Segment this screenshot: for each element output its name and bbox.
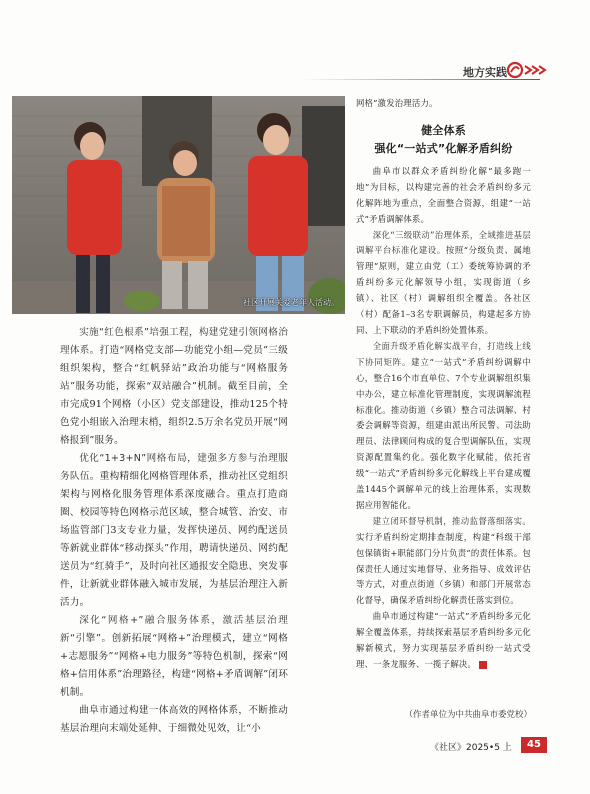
paragraph-text: 打造“网格党支部—功能党小组—党员”三级组织架构，整合“红帆驿站”政治功能与“网格服务站”服务功能，探索“双站融合”机制。截至目前，全市完成91个网格（小区）党支部建设，推动125个特色党小组嵌入治理末梢，组织2.5万余名党员开展“网格报到”服务。 [60, 345, 288, 446]
paragraph [60, 450, 288, 612]
paragraph [60, 324, 288, 450]
paragraph [60, 612, 288, 702]
page-number: 45 [521, 737, 547, 753]
paragraph-text: 重构精细化网格管理体系，推动社区党组织架构与网格化服务管理体系深度融合。重点打造商圈、校园等特色网格示范区域，整合城管、治安、市场监管部门3支专业力量，发挥快递员、网约配送员等新就业群体“移动探头”作用，聘请快递员、网约配送员为“红骑手”，及时向社区通报安全隐患、突发事件，让新就业群体融入城市发展，为基层治理注入新活力。 [60, 471, 288, 608]
section-heading-line1: 健全体系 [421, 123, 466, 137]
continuation-text: 网格”激发治理活力。 [356, 98, 438, 108]
brand-logo-icon [505, 60, 551, 80]
paragraph [60, 702, 288, 738]
paragraph-text: 实行矛盾纠纷定期排查制度，构建“科级干部包保镇街+职能部门分片负责”的责任体系。包保责任人通过实地督导、业务指导、成效评估等方式，对重点街道（乡镇）和部门开展常态化督导，确保矛盾纠纷化解责任落实到位。 [356, 531, 531, 606]
photo-illustration [12, 96, 345, 314]
paragraph-text: 按照“分级负责、属地管理”原则，建立由党（工）委统筹协调的矛盾纠纷多元化解领导小组，实现街道（乡镇）、社区（村）调解组织全覆盖。各社区（村）配备1–3名专职调解员，构建起多方协同、上下联动的矛盾纠纷处置体系。 [356, 245, 532, 335]
paragraph [356, 514, 531, 609]
section-heading-line2: 强化“一站式”化解矛盾纠纷 [374, 141, 513, 155]
paragraph-text: 创新拓展“网格+”治理模式，建立“网格+志愿服务”“网格+电力服务”等特色机制，探索“网格+信用体系”治理路径，构建“网格+矛盾调解”闭环机制。 [60, 633, 288, 698]
paragraph [356, 228, 531, 339]
paragraph-lead: 建立闭环督导机制，推动监督落细落实。 [372, 515, 531, 526]
section-title: 地方实践 [463, 66, 507, 79]
paragraph-lead: 全面升级矛盾化解实战平台，打造线上线下协同矩阵。 [356, 340, 531, 367]
end-mark-icon [479, 661, 487, 669]
paragraph-lead: 优化“1+3+N”网格布局，建强多方参与治理服务队伍。 [60, 453, 288, 482]
paragraph-text: 建立“一站式”矛盾纠纷调解中心，整合16个市直单位、7个专业调解组织集中办公，建立标准化管理制度，实现调解流程标准化。推动街道（乡镇）整合司法调解、村委会调解等资源，组建由派出所民警、司法助理员、法律顾问构成的复合型调解队伍，实现资源配置集约化。强化数字化赋能，依托省级“一站式”矛盾纠纷多元化解线上平台建成覆盖1445个调解单元的线上治理体系，实现数据应用智能化。 [356, 356, 531, 510]
paragraph-text: 曲阜市通过构建“一站式”矛盾纠纷多元化解全覆盖体系，持续探索基层矛盾纠纷多元化解新模式，努力实现基层矛盾纠纷一站式受理、一条龙服务、一揽子解决。 [356, 611, 531, 669]
section-heading [356, 122, 531, 158]
paragraph [356, 164, 531, 228]
header-divider [300, 79, 540, 80]
paragraph-lead: 实施“红色根系”培强工程，构建党建引领网格治理体系。 [60, 327, 288, 356]
right-column [356, 96, 531, 673]
paragraph [356, 609, 531, 673]
paragraph-lead: 深化“三级联动”治理体系，全域推进基层调解平台标准化建设。 [356, 229, 531, 256]
activity-photo [12, 96, 345, 314]
author-note: （作者单位为中共曲阜市委党校） [404, 710, 532, 720]
magazine-issue: 《社区》2025•5 上 [430, 743, 512, 753]
paragraph [356, 339, 531, 514]
paragraph-lead: 深化“网格+”融合服务体系，激活基层治理新“引擎”。 [60, 615, 288, 644]
left-column [60, 324, 288, 738]
paragraph-text: 曲阜市以群众矛盾纠纷化解“最多跑一地”为目标，以构建完善的社会矛盾纠纷多元化解阵地为重点，全面整合资源，组建“一站式”矛盾调解体系。 [356, 165, 531, 224]
photo-caption: 社区开展关爱老年人活动。 [243, 298, 339, 307]
paragraph-text: 曲阜市通过构建一体高效的网格体系，不断推动基层治理向末端处延伸、于细微处见效，让“小 [60, 705, 288, 734]
